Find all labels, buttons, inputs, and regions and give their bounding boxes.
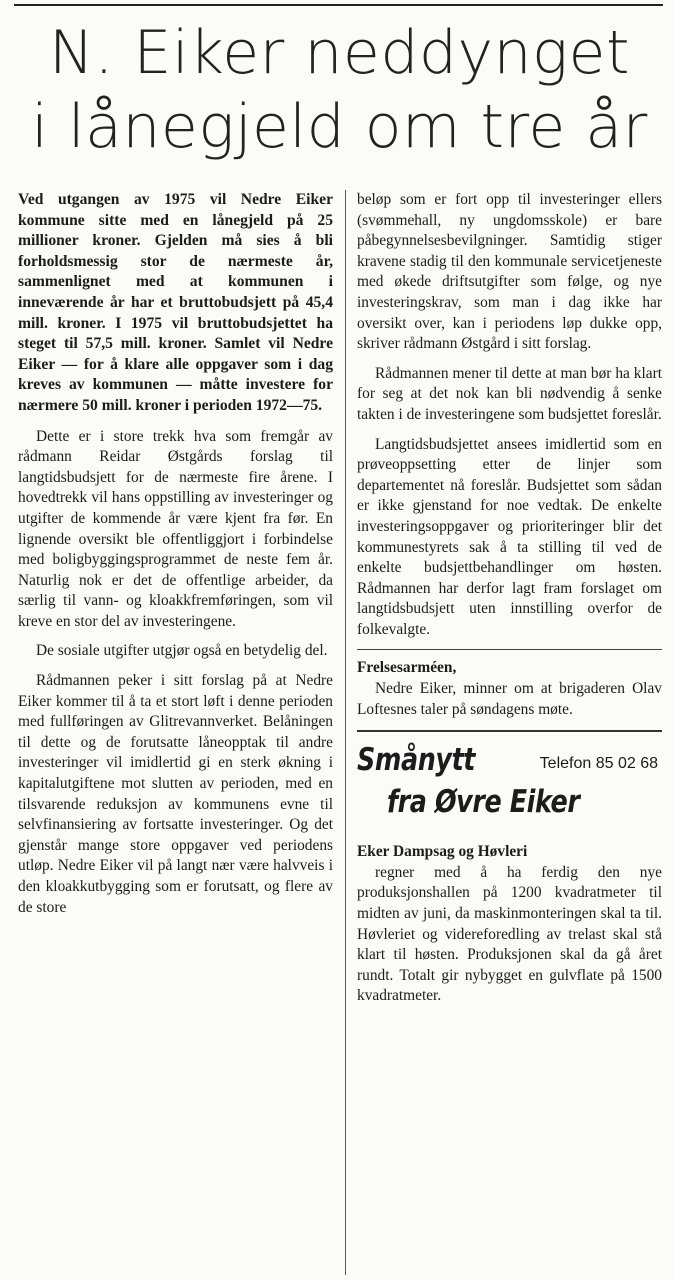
section-divider: [357, 649, 662, 650]
notice-title: Frelsesarméen,: [357, 659, 457, 677]
article-paragraph-2: De sosiale utgifter utgjør også en betydelig del.: [36, 642, 328, 660]
smanytt-subtitle: fra Øvre Eiker: [387, 784, 580, 821]
smanytt-header: [357, 740, 662, 842]
news-text: regner med å ha ferdig den nye produksjonshallen på 1200 kvadratmeter til midten av juni, da maskinmonteringen skal ta til. Høvleriet og videreforedling av trelast skal stå klart til høsten. Produksjonen skal da gå året rundt. Totalt gir nybygget en gulvflate på 1500 kvadratmeter.: [357, 863, 662, 1005]
top-rule: [14, 4, 663, 6]
headline-line-1: N. Eiker neddynget: [49, 18, 630, 88]
article-lead: Ved utgangen av 1975 vil Nedre Eiker kommune sitte med en lånegjeld på 25 millioner kroner. Gjelden må sies å bli forholdsmessig stor de nærmeste år, sammenlignet med at kommunen i inneværende år har et bruttobudsjett på 45,4 mill. kroner. I 1975 vil bruttobudsjettet ha steget til 57,5 mill. kroner. Samlet vil Nedre Eiker — for å klare alle oppgaver som i dag kreves av kommunen — måtte investere for nærmere 50 mill. kroner i perioden 1972—75.: [18, 191, 333, 414]
article-paragraph-6: Langtidsbudsjettet ansees imidlertid som en prøveoppsetting etter de linjer som departementet nå foreslår. Budsjettet som sådan er ikke gjenstand for noe vedtak. De enkelte investeringsoppgaver og prioriteringer blir det kommunestyrets sak å ta stilling til ved de enkelte budsjettbehandlinger om høsten. Rådmannen har derfor lagt fram forslaget om langtidsbudsjett uten innstilling overfor de folkevalgte.: [357, 435, 662, 638]
notice-text: Nedre Eiker, minner om at brigaderen Olav Loftesnes taler på søndagens møte.: [357, 680, 662, 718]
smanytt-phone: Telefon 85 02 68: [539, 755, 658, 773]
article-column-left: [18, 190, 333, 927]
news-title: Eker Dampsag og Høvleri: [357, 843, 528, 861]
article-paragraph-4: beløp som er fort opp til investeringer ellers (svømmehall, ny ungdomsskole) er bare påbegynnelsesbevilgninger. Samtidig stiger kravene stadig til den kommunale servicetjeneste med økede driftsutgifter som følge, og nye investeringskrav, som man i dag ikke har oversikt over, kan i periodens løp dukke opp, skriver rådmann Østgård i sitt forslag.: [357, 191, 662, 353]
headline-line-2: i lånegjeld om tre år: [31, 92, 648, 162]
notice-box: [357, 658, 662, 720]
smanytt-title: Smånytt: [357, 742, 476, 779]
news-item: [357, 842, 662, 1007]
headline: [14, 16, 665, 164]
column-divider: [345, 190, 346, 1275]
section-divider-heavy: [357, 730, 662, 732]
article-column-right: [357, 190, 662, 1007]
article-paragraph-5: Rådmannen mener til dette at man bør ha klart for seg at det nok kan bli nødvendig å senke takten i de investeringene som budsjettet foreslår.: [357, 364, 662, 423]
article-paragraph-1: Dette er i store trekk hva som fremgår av rådmann Reidar Østgårds forslag til langtidsbudsjett for de nærmeste fire årene. I hovedtrekk vil hans oppstilling av investeringer og utgifter de kommende år være kjent fra før. En lignende oversikt ble offentliggjort i forbindelse med boligbyggingsprogrammet de neste fem år. Naturlig nok er det de offentlige arbeider, da særlig til vann- og kloakkfremføringen, som vil kreve en stor del av investeringene.: [18, 427, 333, 630]
article-paragraph-3: Rådmannen peker i sitt forslag på at Nedre Eiker kommer til å ta et stort løft i denne perioden med fullføringen av Glitrevannverket. Belåningen til dette og de forutsatte låneopptak til andre investeringer vil imidlertid gi en sterk økning i kapitalutgiftene mot slutten av perioden, med en tilsvarende reduksjon av kommunens evne til selvfinansiering av fortsatte investeringer. Og det gjenstår mange store oppgaver ved periodens utløp. Nedre Eiker vil på langt nær være halvveis i den kloakkutbygging som er forutsatt, og flere av de store: [18, 672, 333, 916]
